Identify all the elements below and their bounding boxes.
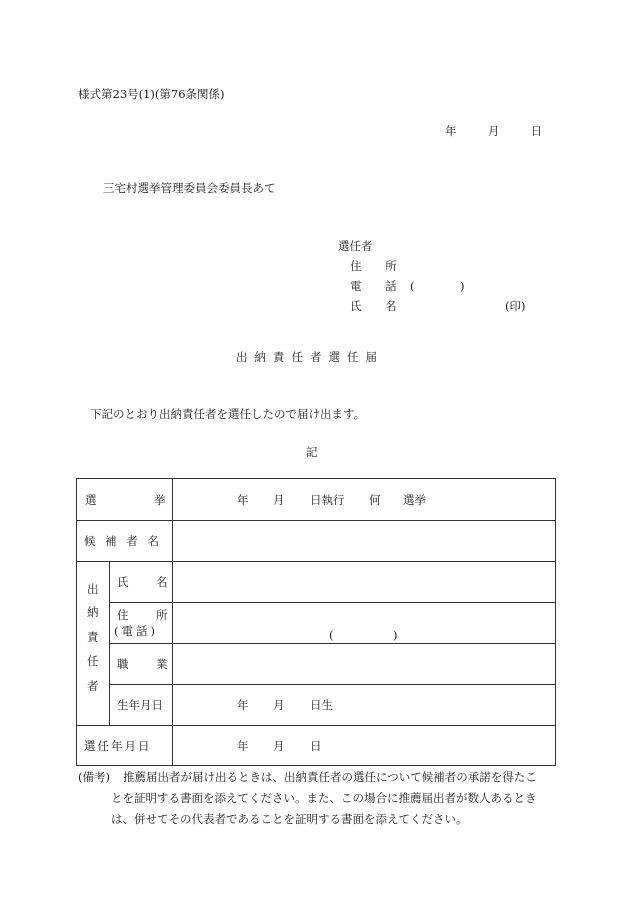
row-divider	[109, 602, 555, 603]
remarks-line-2: とを証明する書面を添えてください。また、この場合に推薦届出者が数人あるとき	[111, 791, 537, 805]
date-year: 年	[445, 124, 457, 138]
submission-date	[445, 123, 542, 139]
appointer-phone-close: )	[460, 279, 465, 293]
remarks-tag: (備考)	[78, 770, 110, 784]
treasurer-birth-label: 生年月日	[117, 698, 163, 712]
treasurer-name-label-a: 氏	[117, 575, 129, 589]
ki-mark: 記	[306, 445, 318, 459]
row-divider	[77, 725, 555, 726]
addressee: 三宅村選挙管理委員会委員長あて	[103, 181, 276, 195]
document-title: 出納責任者選任届	[236, 350, 384, 364]
election-month: 月	[273, 493, 285, 507]
form-code: 様式第23号(1)(第76条関係)	[78, 87, 225, 101]
treasurer-group-char: 責	[87, 630, 99, 644]
birth-day: 日生	[310, 698, 333, 712]
election-suffix: 選挙	[403, 493, 426, 507]
appoint-month: 月	[273, 739, 285, 753]
birth-month: 月	[273, 698, 285, 712]
row-divider	[109, 643, 555, 644]
column-divider	[172, 479, 173, 765]
election-label-a: 選	[85, 493, 97, 507]
appointer-address-label: 住 所	[350, 259, 407, 273]
treasurer-table	[76, 478, 556, 766]
appointer-name-label: 氏 名	[350, 299, 407, 313]
date-month: 月	[487, 124, 500, 138]
treasurer-job-label-a: 職	[117, 657, 129, 671]
seal-mark: (印)	[505, 299, 526, 313]
appointer-phone-label: 電 話	[350, 279, 407, 293]
treasurer-name-label-b: 名	[156, 575, 168, 589]
intro-text: 下記のとおり出納責任者を選任したので届け出ます。	[90, 407, 366, 421]
remarks-line-1: 推薦届出者が届け出るときは、出納責任者の選任について候補者の承諾を得たこ	[123, 770, 537, 784]
election-what: 何	[369, 493, 381, 507]
row-divider	[77, 520, 555, 521]
treasurer-group-char: 任	[87, 654, 99, 668]
appoint-day: 日	[310, 739, 322, 753]
election-label-b: 挙	[154, 493, 166, 507]
column-divider	[109, 561, 110, 725]
treasurer-phone-close: )	[393, 628, 398, 642]
birth-year: 年	[237, 698, 249, 712]
appointer-heading: 選任者	[338, 239, 373, 253]
treasurer-address-label-b: 所	[156, 608, 168, 622]
row-divider	[77, 561, 555, 562]
treasurer-phone-open: (	[329, 628, 334, 642]
appoint-date-label: 選任年月日	[84, 739, 152, 753]
treasurer-phone-label: (電話)	[114, 624, 158, 638]
treasurer-job-label-b: 業	[156, 657, 168, 671]
appoint-year: 年	[237, 739, 249, 753]
treasurer-group-char: 出	[87, 582, 99, 596]
election-year: 年	[237, 493, 249, 507]
treasurer-address-label-a: 住	[117, 608, 129, 622]
appointer-phone-open: (	[410, 279, 415, 293]
row-divider	[109, 684, 555, 685]
election-day-exec: 日執行	[310, 493, 345, 507]
candidate-label: 候 補 者 名	[84, 534, 162, 548]
treasurer-group-char: 者	[87, 679, 99, 693]
date-day: 日	[530, 124, 543, 138]
remarks-line-3: は、併せてその代表者であることを証明する書面を添えてください。	[111, 812, 468, 826]
treasurer-group-char: 納	[87, 605, 99, 619]
